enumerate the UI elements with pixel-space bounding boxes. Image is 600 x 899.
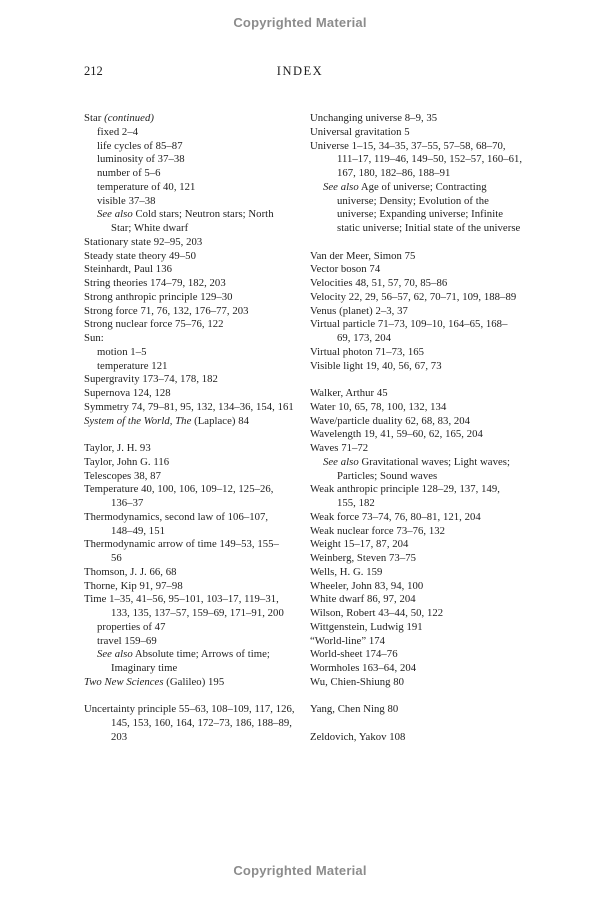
index-line: Wave/particle duality 62, 68, 83, 204: [310, 414, 471, 427]
index-line: Velocities 48, 51, 57, 70, 85–86: [310, 277, 448, 289]
index-line: Van der Meer, Simon 75: [310, 249, 416, 262]
index-line: Venus (planet) 2–3, 37: [310, 304, 408, 317]
index-line: universe; Density; Evolution of the: [337, 194, 489, 207]
index-line: Uncertainty principle 55–63, 108–109, 117, 126,: [84, 703, 295, 716]
index-line: Taylor, J. H. 93: [84, 442, 151, 454]
index-line: Steinhardt, Paul 136: [84, 263, 172, 276]
index-line: Weinberg, Steven 73–75: [310, 552, 417, 564]
index-line: Strong anthropic principle 129–30: [84, 290, 233, 303]
page-number: 212: [84, 64, 103, 78]
index-line: Wittgenstein, Ludwig 191: [310, 620, 423, 633]
index-line: 111–17, 119–46, 149–50, 152–57, 160–61,: [337, 153, 523, 166]
index-line: Walker, Arthur 45: [310, 387, 388, 399]
index-line: Zeldovich, Yakov 108: [310, 730, 406, 743]
index-line: Unchanging universe 8–9, 35: [310, 112, 438, 124]
index-line: Weight 15–17, 87, 204: [310, 538, 409, 551]
index-line: 69, 173, 204: [337, 332, 392, 344]
index-line: String theories 174–79, 182, 203: [84, 277, 226, 289]
index-line: System of the World, The (Laplace) 84: [84, 414, 249, 427]
index-line: Virtual particle 71–73, 109–10, 164–65, 168–: [310, 318, 508, 331]
page-header: [0, 64, 600, 80]
index-line: 148–49, 151: [111, 524, 165, 537]
index-line: 133, 135, 137–57, 159–69, 171–91, 200: [111, 607, 284, 619]
index-line: Telescopes 38, 87: [84, 469, 161, 482]
index-line: Universe 1–15, 34–35, 37–55, 57–58, 68–70,: [310, 139, 506, 152]
index-line: Wheeler, John 83, 94, 100: [310, 579, 424, 592]
index-line: 145, 153, 160, 164, 172–73, 186, 188–89,: [111, 717, 293, 729]
index-line: Imaginary time: [111, 662, 178, 674]
index-line: Star (continued): [84, 112, 154, 124]
index-line: See also Cold stars; Neutron stars; North: [97, 208, 274, 221]
index-line: number of 5–6: [97, 167, 161, 179]
index-line: Stationary state 92–95, 203: [84, 235, 203, 248]
index-line: 203: [111, 730, 128, 743]
index-line: Supergravity 173–74, 178, 182: [84, 373, 218, 386]
index-line: Waves 71–72: [310, 442, 369, 454]
index-line: See also Age of universe; Contracting: [323, 180, 487, 193]
index-line: [310, 690, 550, 704]
index-line: Supernova 124, 128: [84, 387, 171, 399]
index-line: Taylor, John G. 116: [84, 455, 170, 468]
page-title: INDEX: [276, 64, 324, 78]
index-line: temperature of 40, 121: [97, 180, 196, 193]
index-line: Weak force 73–74, 76, 80–81, 121, 204: [310, 510, 481, 523]
index-line: [84, 690, 310, 704]
index-line: White dwarf 86, 97, 204: [310, 593, 416, 606]
index-line: Thomson, J. J. 66, 68: [84, 565, 177, 578]
index-line: Wells, H. G. 159: [310, 565, 383, 578]
index-line: Yang, Chen Ning 80: [310, 703, 399, 716]
index-line: Strong force 71, 76, 132, 176–77, 203: [84, 304, 249, 317]
index-line: luminosity of 37–38: [97, 153, 185, 166]
index-line: motion 1–5: [97, 345, 147, 358]
index-line: Wormholes 163–64, 204: [310, 662, 417, 674]
index-line: 155, 182: [337, 497, 375, 509]
index-line: 136–37: [111, 497, 144, 509]
index-line: properties of 47: [97, 620, 166, 633]
index-line: [310, 717, 550, 731]
index-line: Wilson, Robert 43–44, 50, 122: [310, 607, 444, 619]
index-line: Star; White dwarf: [111, 222, 189, 234]
index-line: “World-line” 174: [310, 634, 386, 647]
index-line: Wavelength 19, 41, 59–60, 62, 165, 204: [310, 428, 483, 441]
copyright-banner-top: Copyrighted Material: [233, 15, 367, 30]
index-left-column: [84, 112, 310, 745]
index-line: Visible light 19, 40, 56, 67, 73: [310, 359, 442, 372]
index-line: Steady state theory 49–50: [84, 249, 196, 262]
index-line: Virtual photon 71–73, 165: [310, 345, 425, 358]
index-line: life cycles of 85–87: [97, 139, 183, 152]
index-line: temperature 121: [97, 359, 168, 372]
index-line: [310, 373, 550, 387]
index-line: Velocity 22, 29, 56–57, 62, 70–71, 109, 188–89: [310, 290, 517, 303]
index-line: 56: [111, 552, 122, 564]
index-line: visible 37–38: [97, 194, 156, 207]
index-line: Temperature 40, 100, 106, 109–12, 125–26,: [84, 483, 274, 496]
index-line: Wu, Chien-Shiung 80: [310, 675, 405, 688]
index-line: Thermodynamics, second law of 106–107,: [84, 510, 269, 523]
index-line: See also Absolute time; Arrows of time;: [97, 648, 270, 661]
index-line: Water 10, 65, 78, 100, 132, 134: [310, 400, 447, 413]
index-columns: [84, 112, 550, 745]
index-line: See also Gravitational waves; Light waves;: [323, 455, 511, 468]
index-line: Strong nuclear force 75–76, 122: [84, 318, 224, 331]
index-line: universe; Expanding universe; Infinite: [337, 208, 504, 221]
index-line: Time 1–35, 41–56, 95–101, 103–17, 119–31,: [84, 593, 279, 606]
copyright-banner-bottom: Copyrighted Material: [233, 863, 367, 878]
index-line: Universal gravitation 5: [310, 125, 410, 138]
index-line: [310, 236, 550, 250]
index-line: Thorne, Kip 91, 97–98: [84, 579, 183, 592]
index-right-column: [310, 112, 550, 745]
index-line: [84, 428, 310, 442]
index-line: Thermodynamic arrow of time 149–53, 155–: [84, 538, 279, 551]
index-line: fixed 2–4: [97, 125, 139, 138]
index-line: Symmetry 74, 79–81, 95, 132, 134–36, 154, 161: [84, 400, 294, 413]
index-line: 167, 180, 182–86, 188–91: [337, 167, 451, 179]
index-line: Sun:: [84, 332, 104, 344]
index-line: static universe; Initial state of the universe: [337, 222, 521, 234]
index-line: Vector boson 74: [310, 263, 381, 276]
index-line: Weak anthropic principle 128–29, 137, 149,: [310, 483, 501, 496]
index-line: Particles; Sound waves: [337, 469, 438, 482]
index-line: Weak nuclear force 73–76, 132: [310, 524, 446, 537]
index-line: travel 159–69: [97, 634, 157, 647]
index-line: World-sheet 174–76: [310, 648, 398, 661]
index-line: Two New Sciences (Galileo) 195: [84, 675, 225, 688]
